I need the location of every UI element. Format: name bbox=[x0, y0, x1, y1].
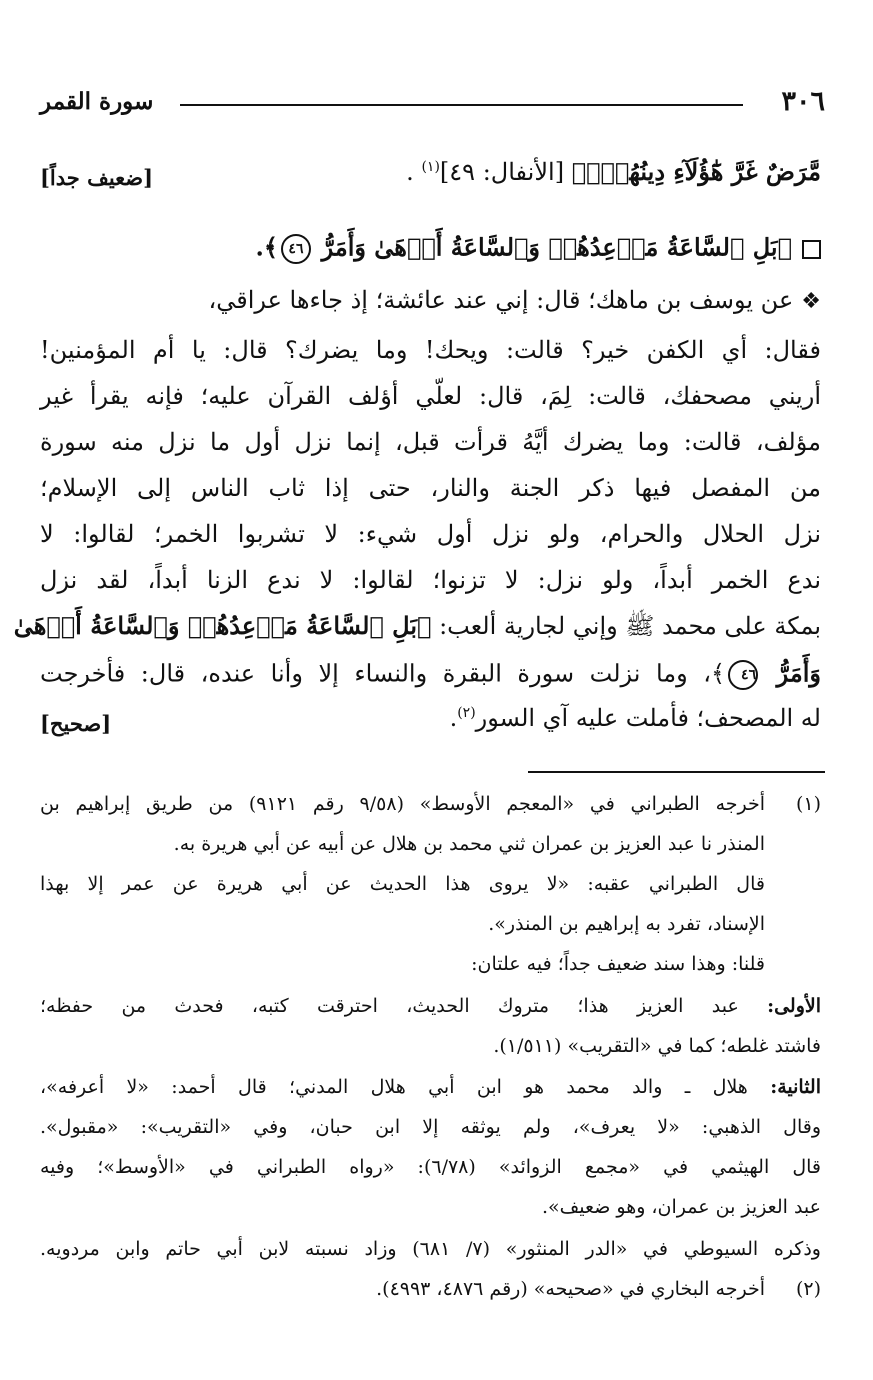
footnote-2-line-1: أخرجه البخاري في «صحيحه» (رقم ٤٨٧٦، ٤٩٩٣). bbox=[376, 1278, 765, 1300]
footnote-1-line-1: أخرجه الطبراني في «المعجم الأوسط» (٩/٥٨ رقم ٩١٢١) من طريق إبراهيم بن bbox=[40, 793, 766, 815]
second-reason-label: الثانية: bbox=[770, 1076, 821, 1098]
footnote-1-line-8 bbox=[40, 1078, 821, 1097]
footnote-marker-2[interactable]: (٢) bbox=[457, 705, 476, 721]
page-number: ٣٠٦ bbox=[781, 86, 825, 117]
hadith-line-7: ندع الخمر أبداً، ولو نزل: لا تزنوا؛ لقالوا: لا ندع الزنا أبداً، لقد نزل bbox=[40, 566, 821, 594]
footnote-1-line-6 bbox=[40, 997, 821, 1016]
ayah-number-icon: ٤٦ bbox=[281, 234, 311, 264]
hadith-line-3: أريني مصحفك، قالت: لِمَ، قال: لعلّي أؤلف القرآن عليه؛ فإنه يقرأ غير bbox=[40, 382, 821, 410]
grade-badge-2: [صحيح] bbox=[40, 711, 112, 736]
footnote-1-line-11: عبد العزيز بن عمران، وهو ضعيف». bbox=[541, 1196, 821, 1218]
verse-fragment-line: مَّرَضٌ غَرَّ هَٰٓؤُلَآءِ دِينُهُمۡۗ﴾ [الأنفال: ٤٩]$^{(١)}$ . bbox=[406, 157, 821, 186]
hadith-line-8 bbox=[13, 611, 821, 640]
footnote-1-line-3: قال الطبراني عقبه: «لا يروى هذا الحديث عن أبي هريرة عن عمر إلا بهذا bbox=[40, 873, 765, 895]
verse-heading-close: ﴾. bbox=[255, 232, 278, 262]
footnote-1-line-5: قلنا: وهذا سند ضعيف جداً؛ فيه علتان: bbox=[471, 953, 765, 975]
hadith-line-1 bbox=[208, 288, 821, 313]
square-bullet-icon bbox=[802, 240, 821, 259]
hadith-text-10: له المصحف؛ فأملت عليه آي السور bbox=[475, 704, 821, 732]
hadith-line-10 bbox=[450, 706, 821, 730]
surah-name: سورة القمر bbox=[40, 88, 154, 115]
footnote-rule bbox=[528, 771, 825, 773]
footnote-number-1: (١) bbox=[795, 793, 821, 815]
footnote-1-line-4: الإسناد، تفرد به إبراهيم بن المنذر». bbox=[488, 913, 765, 935]
hadith-text-8: بمكة على محمد ﷺ وإني لجارية ألعب: bbox=[439, 612, 821, 640]
hadith-line-2: فقال: أي الكفن خير؟ قالت: ويحك! وما يضرك؟ قال: يا أم المؤمنين! bbox=[40, 336, 821, 364]
verse-fragment: مَّرَضٌ غَرَّ هَٰٓؤُلَآءِ دِينُهُمۡۗ﴾ bbox=[571, 157, 821, 186]
verse-heading-text: ﴿بَلِ ٱلسَّاعَةُ مَوۡعِدُهُمۡ وَٱلسَّاعَةُ أَدۡهَىٰ وَأَمَرُّ bbox=[321, 232, 792, 262]
footnote-marker-1[interactable]: (١) bbox=[421, 159, 440, 175]
footnote-1-line-10: قال الهيثمي في «مجمع الزوائد» (٦/٧٨): «رواه الطبراني في «الأوسط»؛ وفيه bbox=[40, 1156, 821, 1178]
verse-heading bbox=[256, 234, 821, 264]
hadith-line-4: مؤلف، قالت: وما يضرك أيَّهُ قرأت قبل، إنما نزل أول ما نزل منه سورة bbox=[40, 428, 821, 456]
grade-badge-1: [ضعيف جداً] bbox=[40, 165, 154, 190]
second-reason-text: هلال ـ والد محمد هو ابن أبي هلال المدني؛ قال أحمد: «لا أعرفه»، bbox=[40, 1076, 748, 1098]
hadith-verse-8: ﴿بَلِ ٱلسَّاعَةُ مَوۡعِدُهُمۡ وَٱلسَّاعَةُ أَدۡهَىٰ bbox=[13, 611, 432, 640]
hadith-verse-9: وَأَمَرُّ bbox=[776, 658, 821, 688]
verse-reference: [الأنفال: ٤٩] bbox=[439, 158, 565, 186]
page-header bbox=[40, 86, 825, 126]
header-rule bbox=[180, 104, 743, 106]
hadith-line-9 bbox=[40, 660, 821, 690]
footnote-1-line-7: فاشتد غلطه؛ كما في «التقريب» (١/٥١١). bbox=[493, 1035, 821, 1057]
footnote-number-2: (٢) bbox=[795, 1278, 821, 1300]
hadith-line-5: من المفصل فيها ذكر الجنة والنار، حتى إذا ثاب الناس إلى الإسلام؛ bbox=[40, 474, 821, 502]
hadith-text-1: عن يوسف بن ماهك؛ قال: إني عند عائشة؛ إذ جاءها عراقي، bbox=[208, 286, 794, 314]
first-reason-text: عبد العزيز هذا؛ متروك الحديث، احترقت كتبه، فحدث من حفظه؛ bbox=[40, 995, 739, 1017]
hadith-end-10: . bbox=[449, 704, 458, 732]
ayah-number-icon-2: ٤٦ bbox=[728, 660, 758, 690]
diamond-bullet-icon: ❖ bbox=[801, 289, 821, 314]
hadith-line-6: نزل الحلال والحرام، ولو نزل أول شيء: لا تشربوا الخمر؛ لقالوا: لا bbox=[40, 520, 821, 548]
first-reason-label: الأولى: bbox=[767, 995, 821, 1017]
footnote-1-line-12: وذكره السيوطي في «الدر المنثور» (٧/ ٦٨١) وزاد نسبته لابن أبي حاتم وابن مردويه. bbox=[40, 1238, 821, 1260]
footnote-1-line-9: وقال الذهبي: «لا يعرف»، ولم يوثقه إلا ابن حبان، وفي «التقريب»: «مقبول». bbox=[40, 1116, 821, 1138]
footnote-1-line-2: المنذر نا عبد العزيز بن عمران ثني محمد بن هلال عن أبيه عن أبي هريرة به. bbox=[173, 833, 765, 855]
hadith-text-9: ﴾، وما نزلت سورة البقرة والنساء إلا وأنا عنده، قال: فأخرجت bbox=[40, 659, 726, 688]
